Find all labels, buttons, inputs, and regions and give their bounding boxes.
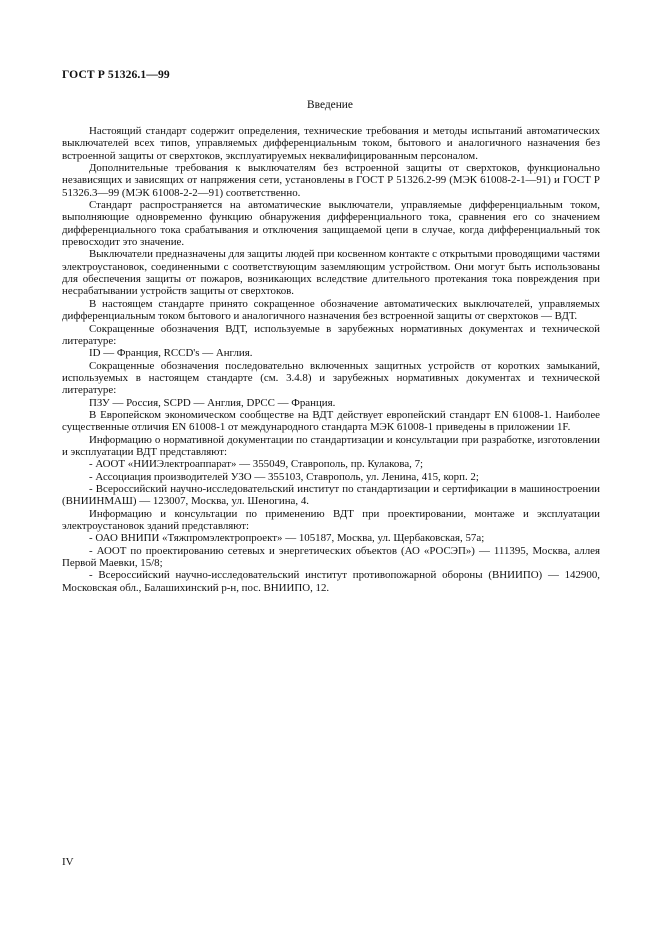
document-header: ГОСТ Р 51326.1—99: [62, 68, 170, 81]
paragraph: В настоящем стандарте принято сокращенное обозначение автоматических выключателей, управляемых дифференциальным током бытового и аналогичного назначения без встроенной защиты от сверхтоков — ВДТ.: [62, 297, 600, 323]
list-item: - Всероссийский научно-исследовательский институт по стандартизации и сертификации в машиностроении (ВНИИНМАШ) — 123007, Москва, ул. Шеногина, 4.: [62, 482, 600, 508]
list-item: - Ассоциация производителей УЗО — 355103, Ставрополь, ул. Ленина, 415, корп. 2;: [89, 470, 479, 483]
paragraph: Стандарт распространяется на автоматические выключатели, управляемые дифференциальным током, выполняющие одновременно функцию обнаружения дифференциального тока, сравнения его со значением дифференциального тока срабатывания и отключения защищаемой цепи в случае, когда дифференциальный ток превосходит это значение.: [62, 199, 600, 249]
paragraph: ID — Франция, RCCD's — Англия.: [89, 347, 253, 360]
section-title: Введение: [307, 99, 353, 111]
list-item: - АООТ по проектированию сетевых и энергетических объектов (АО «РОСЭП») — 111395, Москва, аллея Первой Маевки, 15/8;: [62, 544, 600, 570]
list-item: - ОАО ВНИПИ «Тяжпромэлектропроект» — 105187, Москва, ул. Щербаковская, 57а;: [89, 532, 485, 545]
paragraph: Сокращенные обозначения последовательно включенных защитных устройств от коротких замыканий, используемых в настоящем стандарте (см. 3.4.8) и зарубежных нормативных документах и технической литературе:: [62, 359, 600, 397]
paragraph: Дополнительные требования к выключателям без встроенной защиты от сверхтоков, функционально независящих и зависящих от напряжения сети, установлены в ГОСТ Р 51326.2-99 (МЭК 61008-2-1—91) и ГОСТ Р 51326.3—99 (МЭК 61008-2-2—91) соответственно.: [62, 162, 600, 199]
list-item: - АООТ «НИИЭлектроаппарат» — 355049, Ставрополь, пр. Кулакова, 7;: [89, 458, 424, 471]
paragraph: Сокращенные обозначения ВДТ, используемые в зарубежных нормативных документах и технической литературе:: [62, 322, 600, 347]
page-number: IV: [62, 856, 74, 868]
paragraph: Настоящий стандарт содержит определения, технические требования и методы испытаний автоматических выключателей всех типов, управляемых дифференциальным током, бытового и аналогичного назначения без встроенной защиты от сверхтоков, эксплуатируемых неквалифицированным персоналом.: [62, 125, 600, 162]
paragraph: ПЗУ — Россия, SCPD — Англия, DPCC — Франция.: [89, 396, 336, 409]
body-text: [62, 125, 600, 594]
paragraph: Информацию и консультации по применению ВДТ при проектировании, монтаже и эксплуатации электроустановок зданий представляют:: [62, 507, 600, 532]
paragraph: Информацию о нормативной документации по стандартизации и консультации при разработке, изготовлении и эксплуатации ВДТ представляют:: [62, 433, 600, 458]
paragraph: В Европейском экономическом сообществе на ВДТ действует европейский стандарт EN 61008-1. Наиболее существенные отличия EN 61008-1 от международного стандарта МЭК 61008-1 приведены в приложении 1F.: [62, 408, 600, 434]
paragraph: Выключатели предназначены для защиты людей при косвенном контакте с открытыми проводящими частями электроустановок, соединенными с соответствующим заземляющим устройством. Они могут быть использованы для обеспечения защиты от пожаров, возникающих вследствие длительного протекания тока повреждения при несрабатывании устройств защиты от сверхтоков.: [62, 248, 600, 298]
list-item: - Всероссийский научно-исследовательский институт противопожарной обороны (ВНИИПО) — 142900, Московская обл., Балашихинский р-н, пос. ВНИИПО, 12.: [62, 569, 600, 594]
